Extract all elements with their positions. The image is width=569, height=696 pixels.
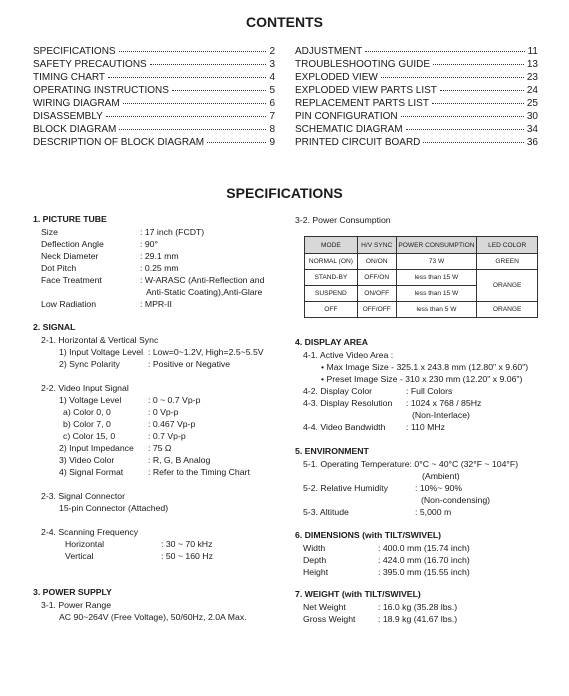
toc-label: PRINTED CIRCUIT BOARD (295, 137, 421, 148)
spec-note: (Non-condensing) (421, 495, 491, 505)
spec-value: : Positive or Negative (148, 359, 231, 369)
spec-value: 5-1. Operating Temperature: 0°C ~ 40°C (32°F ~ 104°F) (303, 459, 519, 469)
subsection-title: 3-1. Power Range (41, 600, 112, 610)
spec-label: 2) Input Impedance (59, 443, 134, 453)
toc-label: TIMING CHART (33, 72, 106, 83)
spec-label: Low Radiation (41, 299, 97, 309)
toc-page: 13 (526, 59, 538, 70)
table-header: POWER CONSUMPTION (396, 237, 477, 254)
toc-item[interactable] (33, 123, 275, 136)
table-cell: OFF (305, 302, 358, 318)
spec-value: : Full Colors (406, 386, 453, 396)
toc-item[interactable] (295, 58, 538, 71)
section-heading: 1. PICTURE TUBE (33, 214, 107, 224)
specifications-title: SPECIFICATIONS (226, 185, 343, 201)
spec-value: : 17 inch (FCDT) (140, 227, 205, 237)
toc-page: 34 (526, 124, 538, 135)
spec-label: Net Weight (303, 602, 346, 612)
table-cell: NORMAL (ON) (305, 254, 358, 270)
toc-label: OPERATING INSTRUCTIONS (33, 85, 169, 96)
toc-page: 6 (269, 98, 275, 109)
spec-value: : 5,000 m (415, 507, 452, 517)
toc-page: 23 (526, 72, 538, 83)
table-cell: less than 5 W (396, 302, 477, 318)
spec-label: 4) Signal Format (59, 467, 124, 477)
table-header: H/V SYNC (357, 237, 396, 254)
toc-label: SCHEMATIC DIAGRAM (295, 124, 403, 135)
spec-value: : 50 ~ 160 Hz (161, 551, 213, 561)
contents-title: CONTENTS (246, 14, 323, 30)
spec-label: 2) Sync Polarity (59, 359, 120, 369)
section-heading: 4. DISPLAY AREA (295, 337, 369, 347)
toc-label: SPECIFICATIONS (33, 46, 116, 57)
toc-item[interactable] (33, 45, 275, 58)
toc-page: 2 (269, 46, 275, 57)
spec-value: : 0 Vp-p (148, 407, 179, 417)
spec-label: 4-3. Display Resolution (303, 398, 393, 408)
toc-page: 8 (269, 124, 275, 135)
spec-value: : 75 Ω (148, 443, 172, 453)
spec-label: 5-2. Relative Humidity (303, 483, 388, 493)
spec-value: : Refer to the Timing Chart (148, 467, 250, 477)
table-cell: OFF/OFF (357, 302, 396, 318)
toc-page: 4 (269, 72, 275, 83)
section-heading: 3. POWER SUPPLY (33, 587, 112, 597)
spec-value: : 90° (140, 239, 158, 249)
spec-value: : R, G, B Analog (148, 455, 211, 465)
spec-label: 1) Input Voltage Level (59, 347, 144, 357)
toc-label: ADJUSTMENT (295, 46, 363, 57)
toc-item[interactable] (295, 123, 538, 136)
table-row (305, 254, 538, 270)
table-header: MODE (305, 237, 358, 254)
spec-label: Gross Weight (303, 614, 356, 624)
toc-label: REPLACEMENT PARTS LIST (295, 98, 429, 109)
subsection-title: 2-1. Horizontal & Vertical Sync (41, 335, 159, 345)
spec-value: : 0.7 Vp-p (148, 431, 186, 441)
section-heading: 5. ENVIRONMENT (295, 446, 369, 456)
toc-page: 30 (526, 111, 538, 122)
toc-label: PIN CONFIGURATION (295, 111, 398, 122)
table-cell: ORANGE (477, 270, 538, 302)
toc-item[interactable] (295, 84, 538, 97)
toc-label: TROUBLESHOOTING GUIDE (295, 59, 431, 70)
spec-note: (Ambient) (422, 471, 460, 481)
spec-value: : 10%~ 90% (415, 483, 463, 493)
spec-value: : Low=0~1.2V, High=2.5~5.5V (148, 347, 264, 357)
toc-label: BLOCK DIAGRAM (33, 124, 117, 135)
spec-label: a) Color 0, 0 (63, 407, 111, 417)
toc-label: SAFETY PRECAUTIONS (33, 59, 147, 70)
toc-page: 7 (269, 111, 275, 122)
spec-value: : 30 ~ 70 kHz (161, 539, 213, 549)
spec-label: Horizontal (65, 539, 105, 549)
spec-label: Width (303, 543, 326, 553)
section-heading: 7. WEIGHT (with TILT/SWIVEL) (295, 589, 421, 599)
spec-note: (Non-Interlace) (412, 410, 470, 420)
spec-value: : 0.467 Vp-p (148, 419, 196, 429)
spec-value-cont: Anti-Static Coating),Anti-Glare (146, 287, 263, 297)
subsection-title: 2-3. Signal Connector (41, 491, 126, 501)
spec-value: : 424.0 mm (16.70 inch) (378, 555, 470, 565)
table-cell: 73 W (396, 254, 477, 270)
spec-value: : 29.1 mm (140, 251, 179, 261)
toc-item[interactable] (33, 71, 275, 84)
toc-item[interactable] (33, 84, 275, 97)
toc-page: 9 (269, 137, 275, 148)
toc-page: 11 (527, 46, 538, 57)
spec-label: 1) Voltage Level (59, 395, 122, 405)
toc-label: DESCRIPTION OF BLOCK DIAGRAM (33, 137, 205, 148)
spec-value: : W-ARASC (Anti-Reflection and (140, 275, 265, 285)
toc-item[interactable] (295, 71, 538, 84)
spec-label: Dot Pitch (41, 263, 77, 273)
toc-item[interactable] (33, 58, 275, 71)
spec-value: : 1024 x 768 / 85Hz (406, 398, 482, 408)
toc-item[interactable] (33, 136, 275, 149)
toc-item[interactable] (295, 45, 538, 58)
toc-page: 3 (269, 59, 275, 70)
table-cell: ON/OFF (357, 286, 396, 302)
toc-item[interactable] (295, 136, 538, 149)
spec-label: 4-2. Display Color (303, 386, 373, 396)
toc-page: 25 (526, 98, 538, 109)
table-cell: STAND-BY (305, 270, 358, 286)
spec-label: Depth (303, 555, 327, 565)
subsection-title: 2-2. Video Input Signal (41, 383, 129, 393)
spec-value: • Preset Image Size - 310 x 230 mm (12.20" x 9.06") (321, 374, 523, 384)
toc-item[interactable] (295, 97, 538, 110)
table-cell: ON/ON (357, 254, 396, 270)
toc-item[interactable] (33, 110, 275, 123)
toc-page: 24 (526, 85, 538, 96)
table-cell: less than 15 W (396, 270, 477, 286)
spec-label: 4-4. Video Bandwidth (303, 422, 386, 432)
spec-value: : 395.0 mm (15.55 inch) (378, 567, 470, 577)
power-consumption-table (304, 236, 538, 318)
subsection-title: 3-2. Power Consumption (295, 215, 391, 225)
spec-value: : 0 ~ 0.7 Vp-p (148, 395, 201, 405)
table-cell: GREEN (477, 254, 538, 270)
spec-value: : 0.25 mm (140, 263, 179, 273)
subsection-title: 2-4. Scanning Frequency (41, 527, 139, 537)
spec-label: 3) Video Color (59, 455, 115, 465)
section-heading: 6. DIMENSIONS (with TILT/SWIVEL) (295, 530, 442, 540)
spec-label: Face Treatment (41, 275, 102, 285)
toc-label: EXPLODED VIEW (295, 72, 378, 83)
spec-value: : 18.9 kg (41.67 lbs.) (378, 614, 458, 624)
spec-label: b) Color 7, 0 (63, 419, 111, 429)
toc-page: 5 (269, 85, 275, 96)
table-cell: ORANGE (477, 302, 538, 318)
spec-value: : 400.0 mm (15.74 inch) (378, 543, 470, 553)
subsection-title: 4-1. Active Video Area : (303, 350, 394, 360)
spec-label: Neck Diameter (41, 251, 99, 261)
spec-label: Vertical (65, 551, 94, 561)
spec-value: : 16.0 kg (35.28 lbs.) (378, 602, 458, 612)
toc-page: 36 (526, 137, 538, 148)
toc-item[interactable] (295, 110, 538, 123)
spec-label: Size (41, 227, 58, 237)
toc-label: WIRING DIAGRAM (33, 98, 120, 109)
spec-value: : 110 MHz (406, 422, 445, 432)
spec-label: c) Color 15, 0 (63, 431, 116, 441)
spec-value: • Max Image Size - 325.1 x 243.8 mm (12.80" x 9.60") (321, 362, 529, 372)
table-header-row (305, 237, 538, 254)
toc-label: EXPLODED VIEW PARTS LIST (295, 85, 437, 96)
table-header: LED COLOR (477, 237, 538, 254)
spec-label: Height (303, 567, 329, 577)
table-row (305, 270, 538, 286)
section-heading: 2. SIGNAL (33, 322, 76, 332)
table-cell: SUSPEND (305, 286, 358, 302)
spec-value: : MPR-II (140, 299, 172, 309)
table-cell: OFF/ON (357, 270, 396, 286)
toc-label: DISASSEMBLY (33, 111, 103, 122)
spec-value: AC 90~264V (Free Voltage), 50/60Hz, 2.0A Max. (59, 612, 247, 622)
table-row (305, 302, 538, 318)
toc-item[interactable] (33, 97, 275, 110)
spec-label: Deflection Angle (41, 239, 104, 249)
spec-label: 5-3. Altitude (303, 507, 349, 517)
table-cell: less than 15 W (396, 286, 477, 302)
spec-value: 15-pin Connector (Attached) (59, 503, 169, 513)
